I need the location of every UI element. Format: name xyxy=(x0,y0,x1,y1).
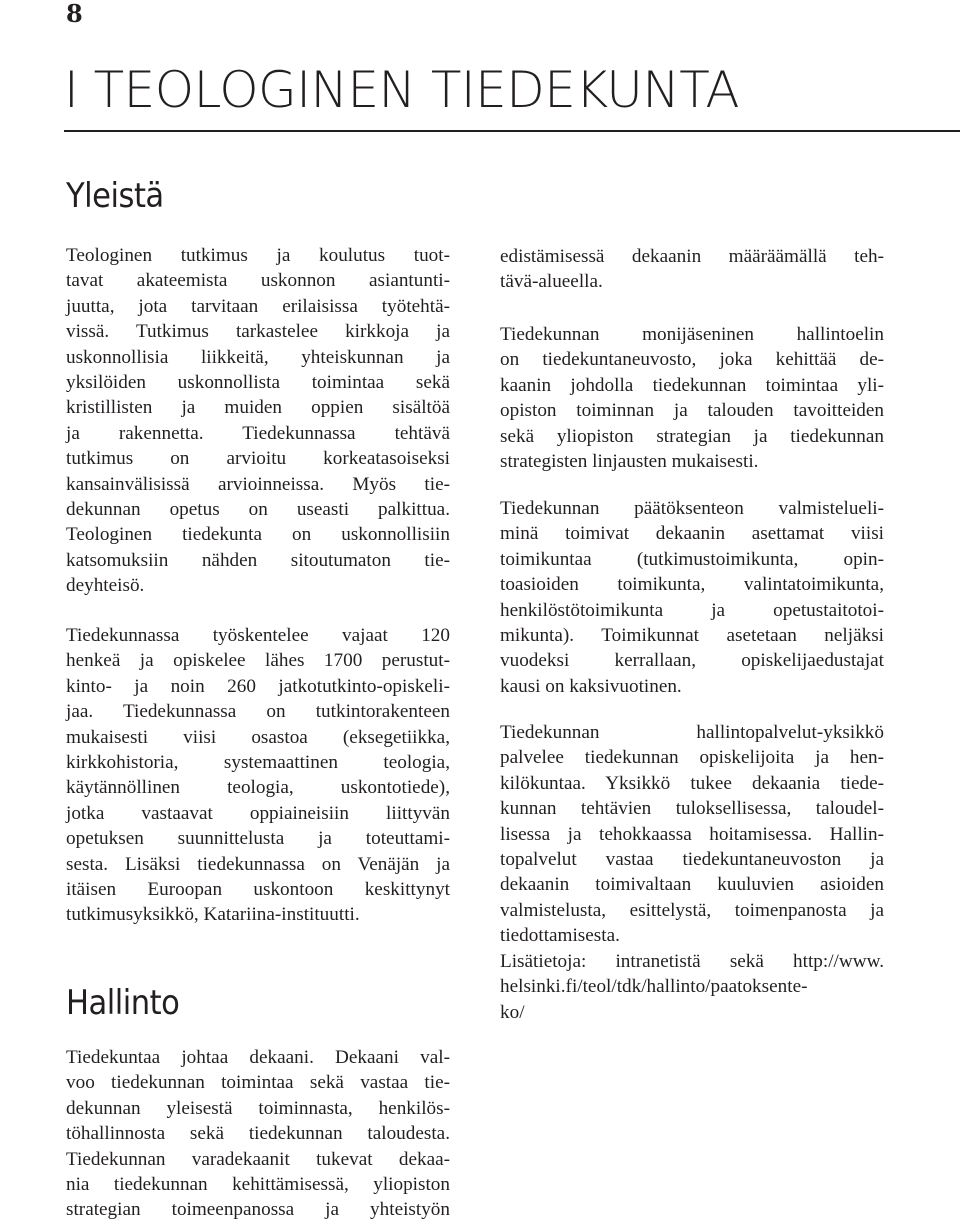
text-line: Teologinen tutkimus ja koulutus tuot- xyxy=(66,245,450,266)
text-line: Tiedekunnan päätöksenteon valmistelueli- xyxy=(500,498,884,519)
yleista-heading: Yleistä xyxy=(66,176,164,216)
text-line: kinto- ja noin 260 jatkotutkinto-opiskeli- xyxy=(66,675,450,697)
text-line: kilökuntaa. Yksikkö tukee dekaania tiede- xyxy=(500,772,884,794)
yleista-paragraph-1 xyxy=(66,243,450,599)
text-line: dekaanin toimivaltaan kuuluvien asioiden xyxy=(500,874,884,896)
text-line: itäisen Euroopan uskontoon keskittynyt xyxy=(66,879,450,901)
yleista-section xyxy=(66,176,450,216)
text-line: mikunta). Toimikunnat asetetaan neljäksi xyxy=(500,625,884,647)
text-line: toasioiden toimikunta, valintatoimikunta, xyxy=(500,574,884,596)
text-line: Tiedekunnassa työskentelee vajaat 120 xyxy=(66,625,450,646)
text-line: tavat akateemista uskonnon asiantunti- xyxy=(66,270,450,292)
text-line: katsomuksiin nähden sitoutumaton tie- xyxy=(66,549,450,571)
text-line: valmistelusta, esittelystä, toimenpanosta ja xyxy=(500,899,884,921)
text-line: opiston toiminnan ja talouden tavoitteiden xyxy=(500,400,884,422)
right-paragraph-3 xyxy=(500,496,884,699)
text-line: ja rakennetta. Tiedekunnassa tehtävä xyxy=(66,422,450,444)
text-line: tävä-alueella. xyxy=(500,271,603,293)
text-line: lisessa ja tehokkaassa hoitamisessa. Hallin- xyxy=(500,823,884,845)
hallinto-paragraph-1 xyxy=(66,1045,450,1223)
text-line: palvelee tiedekunnan opiskelijoita ja hen- xyxy=(500,747,884,769)
text-line: uskonnollisia liikkeitä, yhteiskunnan ja xyxy=(66,346,450,368)
text-line: juutta, jota tarvitaan erilaisissa työtehtä- xyxy=(66,295,450,317)
text-line: töhallinnosta sekä tiedekunnan taloudesta. xyxy=(66,1123,450,1145)
text-line: opetuksen suunnittelusta ja toteuttami- xyxy=(66,828,450,850)
text-line: tutkimusyksikkö, Katariina-instituutti. xyxy=(66,904,360,926)
text-line: kansainvälisissä arvioinneissa. Myös tie- xyxy=(66,473,450,495)
right-paragraph-1 xyxy=(500,244,884,295)
text-line: käytännöllinen teologia, uskontotiede), xyxy=(66,777,450,799)
text-line: topalvelut vastaa tiedekuntaneuvoston ja xyxy=(500,849,884,871)
page-number: 8 xyxy=(66,0,83,28)
text-line: sesta. Lisäksi tiedekunnassa on Venäjän ja xyxy=(66,853,450,875)
text-line: jaa. Tiedekunnassa on tutkintorakenteen xyxy=(66,701,450,723)
text-line: kirkkohistoria, systemaattinen teologia, xyxy=(66,752,450,774)
text-line: yksilöiden uskonnollista toimintaa sekä xyxy=(66,372,450,394)
text-line: kausi on kaksivuotinen. xyxy=(500,675,682,697)
text-line: vuodeksi kerrallaan, opiskelijaedustajat xyxy=(500,650,884,672)
chapter-title: I TEOLOGINEN TIEDEKUNTA xyxy=(64,61,740,119)
text-line: edistämisessä dekaanin määräämällä teh- xyxy=(500,246,884,267)
text-line: on tiedekuntaneuvosto, joka kehittää de- xyxy=(500,349,884,371)
text-line: Tiedekunnan hallintopalvelut-yksikkö xyxy=(500,722,884,743)
text-line: Lisätietoja: intranetistä sekä http://www. xyxy=(500,951,884,972)
text-line: deyhteisö. xyxy=(66,575,145,597)
text-line: kunnan tehtävien tuloksellisessa, taloudel- xyxy=(500,798,884,820)
text-line: toimikuntaa (tutkimustoimikunta, opin- xyxy=(500,548,884,570)
text-line: kaanin johdolla tiedekunnan toimintaa yli- xyxy=(500,374,884,396)
text-line: voo tiedekunnan toimintaa sekä vastaa tie- xyxy=(66,1072,450,1094)
right-paragraph-5 xyxy=(500,949,884,1025)
text-line: dekunnan opetus on useasti palkittua. xyxy=(66,499,450,521)
text-line: nia tiedekunnan kehittämisessä, yliopiston xyxy=(66,1174,450,1196)
text-line: minä toimivat dekaanin asettamat viisi xyxy=(500,523,884,545)
right-paragraph-4 xyxy=(500,720,884,949)
text-line: tiedottamisesta. xyxy=(500,925,620,947)
text-line: Tiedekuntaa johtaa dekaani. Dekaani val- xyxy=(66,1047,450,1068)
text-line: Tiedekunnan varadekaanit tukevat dekaa- xyxy=(66,1148,450,1170)
text-line: Teologinen tiedekunta on uskonnollisiin xyxy=(66,524,450,546)
text-line: henkeä ja opiskelee lähes 1700 perustut- xyxy=(66,650,450,672)
text-line: ko/ xyxy=(500,1001,525,1023)
text-line: jotka vastaavat oppiaineisiin liittyvän xyxy=(66,802,450,824)
text-line: dekunnan yleisestä toiminnasta, henkilös- xyxy=(66,1097,450,1119)
text-line: Tiedekunnan monijäseninen hallintoelin xyxy=(500,324,884,345)
text-line: tutkimus on arvioitu korkeatasoiseksi xyxy=(66,448,450,470)
hallinto-heading: Hallinto xyxy=(66,983,180,1023)
text-line: strategian toimeenpanossa ja yhteistyön xyxy=(66,1199,450,1221)
yleista-paragraph-2 xyxy=(66,623,450,928)
text-line: kristillisten ja muiden oppien sisältöä xyxy=(66,397,450,419)
text-line: henkilöstötoimikunta ja opetustaitotoi- xyxy=(500,599,884,621)
text-line: mukaisesti viisi osastoa (eksegetiikka, xyxy=(66,726,450,748)
right-paragraph-2 xyxy=(500,322,884,474)
title-divider xyxy=(64,130,960,132)
text-line: vissä. Tutkimus tarkastelee kirkkoja ja xyxy=(66,321,450,343)
hallinto-section xyxy=(66,983,450,1023)
text-line: sekä yliopiston strategian ja tiedekunnan xyxy=(500,425,884,447)
text-line: strategisten linjausten mukaisesti. xyxy=(500,451,759,473)
text-line: helsinki.fi/teol/tdk/hallinto/paatoksente- xyxy=(500,976,808,998)
